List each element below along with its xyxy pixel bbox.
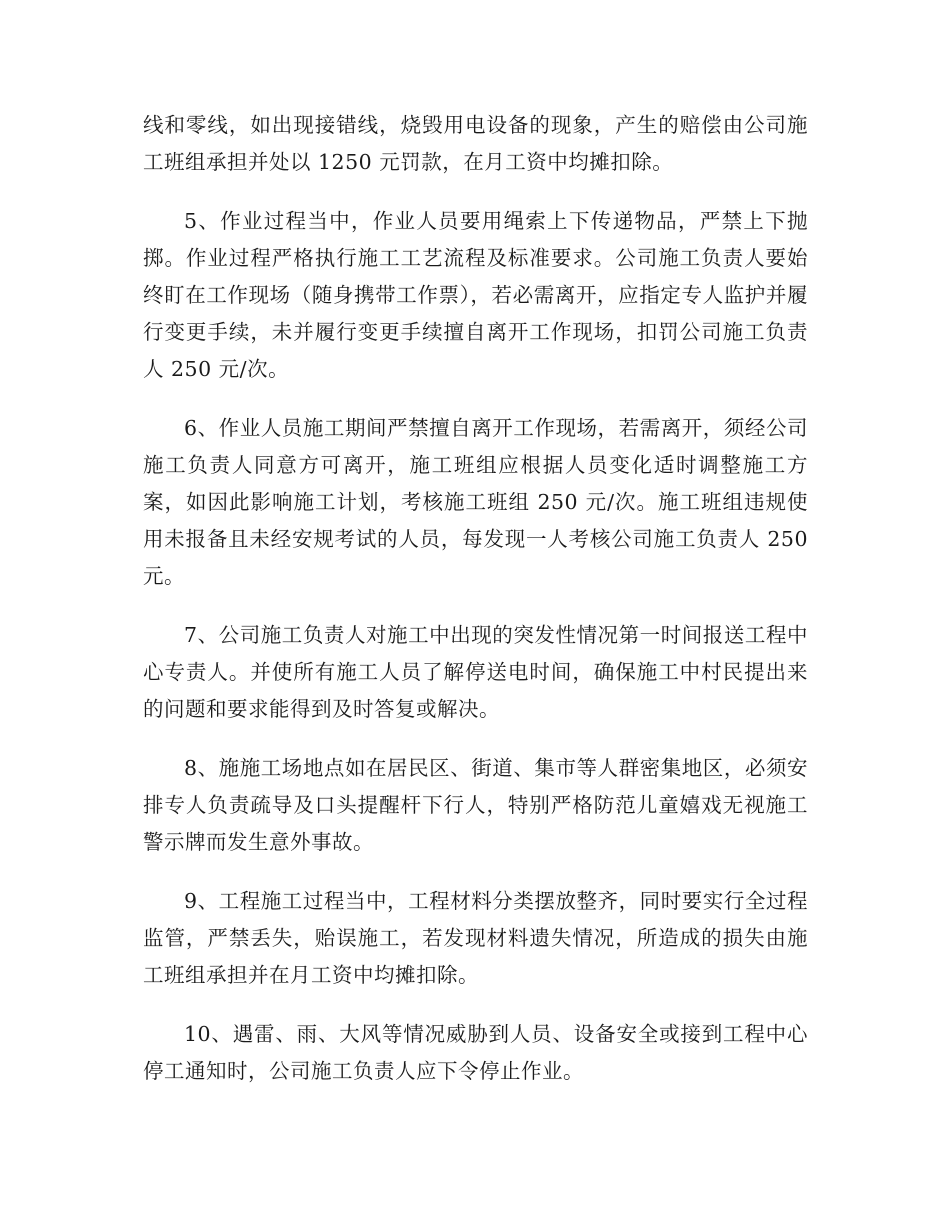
document-body [143,107,808,1112]
paragraph-item-5: 5、作业过程当中，作业人员要用绳索上下传递物品，严禁上下抛掷。作业过程严格执行施工工艺流程及标准要求。公司施工负责人要始终盯在工作现场（随身携带工作票），若必需离开，应指定专人监护并履行变更手续，未并履行变更手续擅自离开工作现场，扣罚公司施工负责人 250 元/次。 [143,209,808,381]
paragraph-item-6: 6、作业人员施工期间严禁擅自离开工作现场，若需离开，须经公司施工负责人同意方可离开，施工班组应根据人员变化适时调整施工方案，如因此影响施工计划，考核施工班组 250 元/次。施工班组违规使用未报备且未经安规考试的人员，每发现一人考核公司施工负责人 250 元。 [143,416,808,588]
paragraph-item-9: 9、工程施工过程当中，工程材料分类摆放整齐，同时要实行全过程监管，严禁丢失，贻误施工，若发现材料遗失情况，所造成的损失由施工班组承担并在月工资中均摊扣除。 [143,889,808,987]
paragraph-item-8: 8、施施工场地点如在居民区、街道、集市等人群密集地区，必须安排专人负责疏导及口头提醒杆下行人，特别严格防范儿童嬉戏无视施工警示牌而发生意外事故。 [143,756,808,854]
paragraph-item-7: 7、公司施工负责人对施工中出现的突发性情况第一时间报送工程中心专责人。并使所有施工人员了解停送电时间，确保施工中村民提出来的问题和要求能得到及时答复或解决。 [143,623,808,721]
paragraph-item-10: 10、遇雷、雨、大风等情况威胁到人员、设备安全或接到工程中心停工通知时，公司施工负责人应下令停止作业。 [143,1022,808,1083]
paragraph-continuation: 线和零线，如出现接错线，烧毁用电设备的现象，产生的赔偿由公司施工班组承担并处以 1250 元罚款，在月工资中均摊扣除。 [143,113,808,174]
